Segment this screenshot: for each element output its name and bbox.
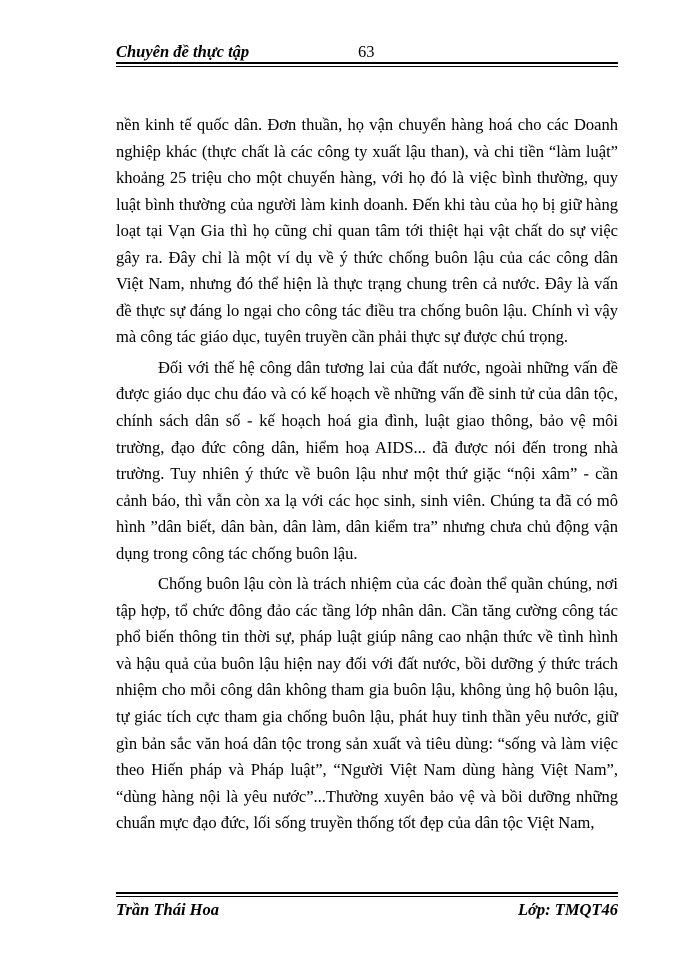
paragraph-2: Đối với thế hệ công dân tương lai của đất nước, ngoài những vấn đề được giáo dục chu đáo và có kế hoạch về những vấn đề sinh tử của dân tộc, chính sách dân số - kế hoạch hoá gia đình, luật giao thông, bảo vệ môi trường, đạo đức công dân, hiểm hoạ AIDS... đã được nói đến trong nhà trường. Tuy nhiên ý thức về buôn lậu như một thứ giặc “nội xâm” - cần cảnh báo, thì vẫn còn xa lạ với các học sinh, sinh viên. Chúng ta đã có mô hình ”dân biết, dân bàn, dân làm, dân kiểm tra” nhưng chưa chủ động vận dụng trong công tác chống buôn lậu.	[116, 357, 618, 563]
paragraph-1: nền kinh tế quốc dân. Đơn thuần, họ vận chuyển hàng hoá cho các Doanh nghiệp khác (thực chất là các công ty xuất lậu than), và chi tiền “làm luật” khoảng 25 triệu cho một chuyến hàng, với họ đó là việc bình thường, quy luật bình thường của người làm kinh doanh. Đến khi tàu của họ bị giữ hàng loạt tại Vạn Gia thì họ cũng chỉ quan tâm tới thiệt hại vật chất do sự việc gây ra. Đây chỉ là một ví dụ về ý thức chống buôn lậu của các công dân Việt Nam, nhưng đó thể hiện là thực trạng chung trên cả nước. Đây là vấn đề thực sự đáng lo ngại cho công tác điều tra chống buôn lậu. Chính vì vậy mà công tác giáo dục, tuyên truyền cần phải thực sự được chú trọng.	[116, 115, 618, 347]
body-text	[116, 112, 618, 837]
header-rule	[116, 62, 618, 67]
page-number: 63	[358, 42, 375, 61]
page-footer	[116, 900, 618, 924]
document-title: Chuyên đề thực tập	[116, 42, 250, 61]
paragraph-3: Chống buôn lậu còn là trách nhiệm của các đoàn thể quần chúng, nơi tập hợp, tổ chức đông đảo các tầng lớp nhân dân. Cần tăng cường công tác phổ biến thông tin thời sự, pháp luật giúp nâng cao nhận thức về tình hình và hậu quả của buôn lậu hiện nay đối với đất nước, bồi dưỡng ý thức trách nhiệm cho mỗi công dân không tham gia buôn lậu, không ủng hộ buôn lậu, tự giác tích cực tham gia chống buôn lậu, phát huy tinh thần yêu nước, giữ gìn bản sắc văn hoá dân tộc trong sản xuất và tiêu dùng: “sống và làm việc theo Hiến pháp và Pháp luật”, “Người Việt Nam dùng hàng Việt Nam”, “dùng hàng nội là yêu nước”...Thường xuyên bảo vệ và bồi dưỡng những chuẩn mực đạo đức, lối sống truyền thống tốt đẹp của dân tộc Việt Nam,	[116, 574, 618, 833]
footer-rule	[116, 892, 618, 897]
author-name: Trần Thái Hoa	[116, 900, 219, 919]
class-label: Lớp: TMQT46	[517, 900, 618, 919]
